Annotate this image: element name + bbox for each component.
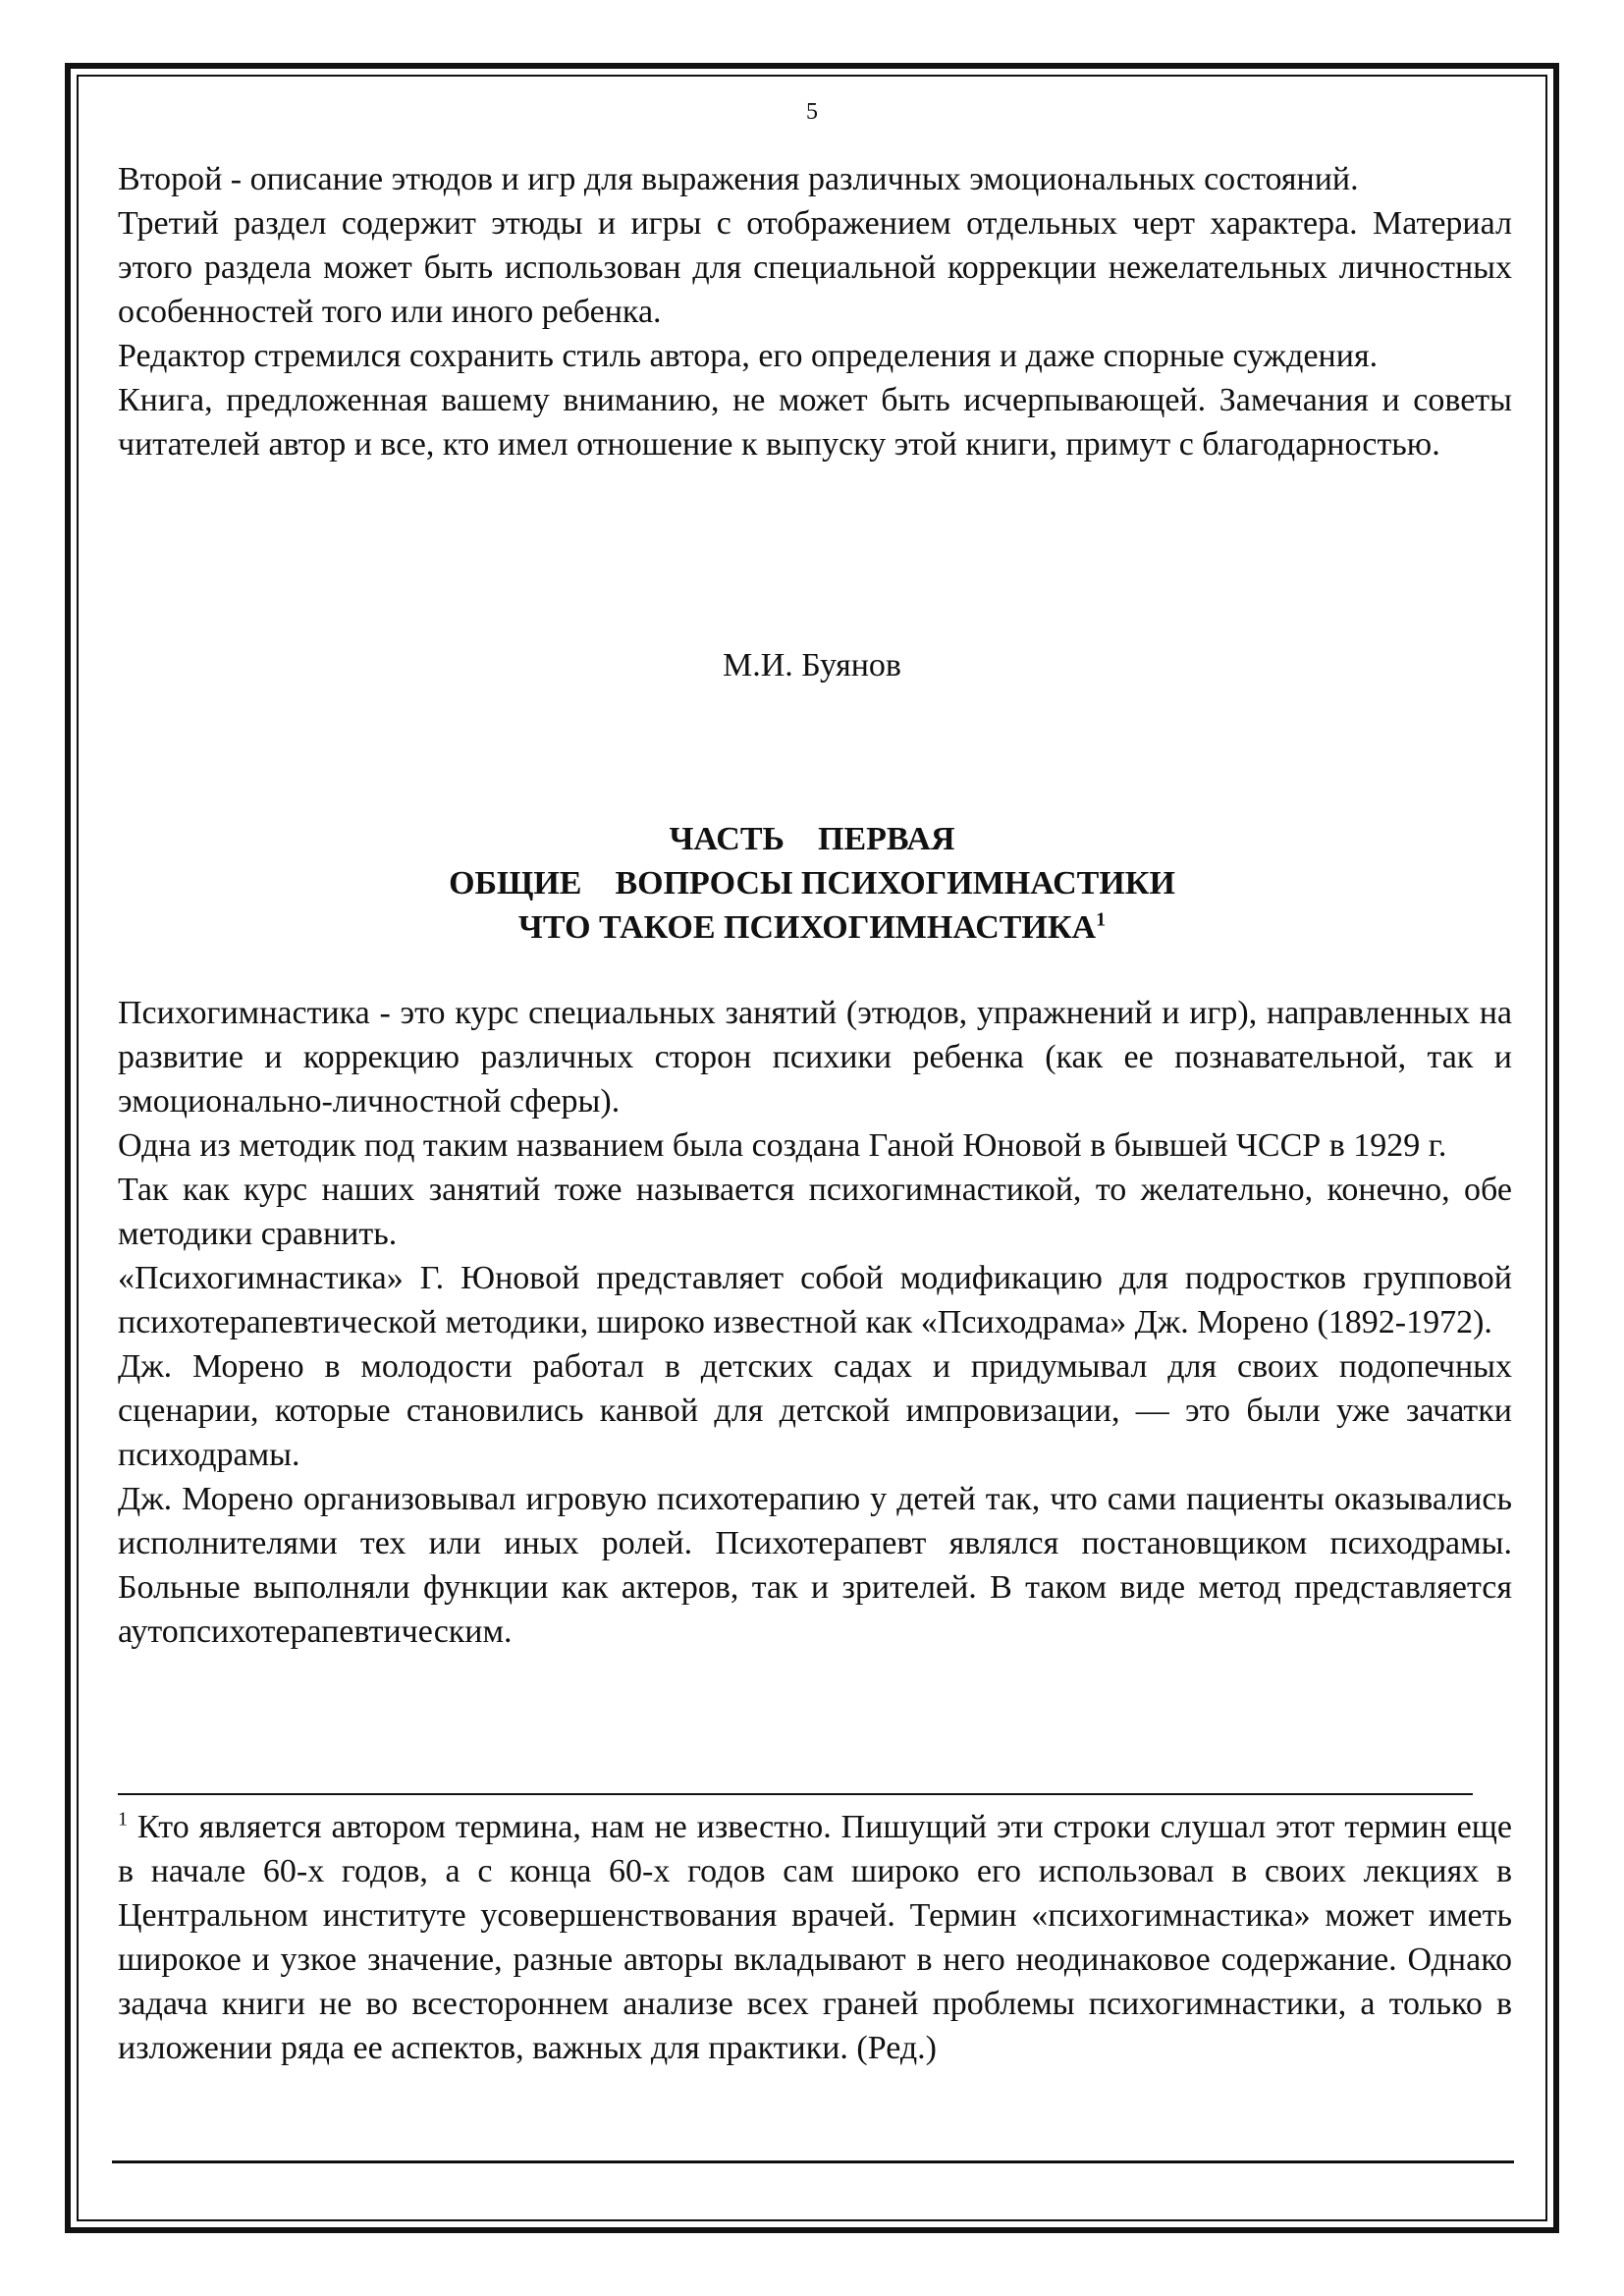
- paragraph: Психогимнастика - это курс специальных занятий (этюдов, упражнений и игр), направленных на развитие и коррекцию различных сторон психики ребенка (как ее познавательной, так и эмоционально-личностной сферы).: [118, 995, 1512, 1120]
- paragraph: Второй - описание этюдов и игр для выражения различных эмоциональных состояний.: [118, 161, 1359, 197]
- bottom-rule: [112, 2160, 1514, 2163]
- footnote-reference[interactable]: 1: [1096, 908, 1107, 931]
- paragraph: Дж. Морено в молодости работал в детских садах и придумывал для своих подопечных сценарии, которые становились канвой для детской импровизации, — это были уже зачатки психодрамы.: [118, 1348, 1512, 1473]
- footnote-separator: [118, 1793, 1473, 1795]
- paragraph: Дж. Морено организовывал игровую психотерапию у детей так, что сами пациенты оказывались исполнителями тех или иных ролей. Психотерапевт являлся постановщиком психодрамы. Больные выполняли функции как актеров, так и зрителей. В таком виде метод представляется аутопсихотерапевтическим.: [118, 1481, 1512, 1650]
- paragraph: Редактор стремился сохранить стиль автора, его определения и даже спорные суждения.: [118, 338, 1379, 374]
- footnote-text: Кто является автором термина, нам не известно. Пишущий эти строки слушал этот термин еще в начале 60-х годов, а с конца 60-х годов сам широко его использовал в своих лекциях в Центральном институте усовершенствования врачей. Термин «психогимнастика» может иметь широкое и узкое значение, разные авторы вкладывают в него неодинаковое содержание. Однако задача книги не во всестороннем анализе всех граней проблемы психогимнастики, а только в изложении ряда ее аспектов, важных для практики. (Ред.): [118, 1809, 1512, 2066]
- intro-text: [118, 157, 1512, 466]
- paragraph: Одна из методик под таким названием была создана Ганой Юновой в бывшей ЧССР в 1929 г.: [118, 1127, 1447, 1164]
- paragraph: Книга, предложенная вашему вниманию, не может быть исчерпывающей. Замечания и советы читателей автор и все, кто имел отношение к выпуску этой книги, примут с благодарностью.: [118, 382, 1512, 463]
- chapter-heading: [0, 905, 1624, 950]
- footnote: [118, 1805, 1512, 2070]
- paragraph: «Психогимнастика» Г. Юновой представляет собой модификацию для подростков групповой психотерапевтической методики, широко известной как «Психодрама» Дж. Морено (1892-1972).: [118, 1260, 1512, 1340]
- author-signature: М.И. Буянов: [722, 647, 901, 683]
- part-heading: ЧАСТЬ ПЕРВАЯ: [669, 821, 955, 857]
- footnote-mark: 1: [118, 1808, 128, 1831]
- paragraph: Третий раздел содержит этюды и игры с отображением отдельных черт характера. Материал этого раздела может быть использован для специальной коррекции нежелательных личностных особенностей того или иного ребенка.: [118, 205, 1512, 330]
- chapter-headings: [0, 817, 1624, 950]
- main-text: [118, 991, 1512, 1654]
- section-heading: ОБЩИЕ ВОПРОСЫ ПСИХОГИМНАСТИКИ: [449, 865, 1175, 902]
- chapter-title: ЧТО ТАКОЕ ПСИХОГИМНАСТИКА: [517, 909, 1097, 946]
- page-number: 5: [806, 99, 818, 125]
- paragraph: Так как курс наших занятий тоже называется психогимнастикой, то желательно, конечно, обе методики сравнить.: [118, 1172, 1512, 1252]
- footnote-text-block: [118, 1805, 1512, 2070]
